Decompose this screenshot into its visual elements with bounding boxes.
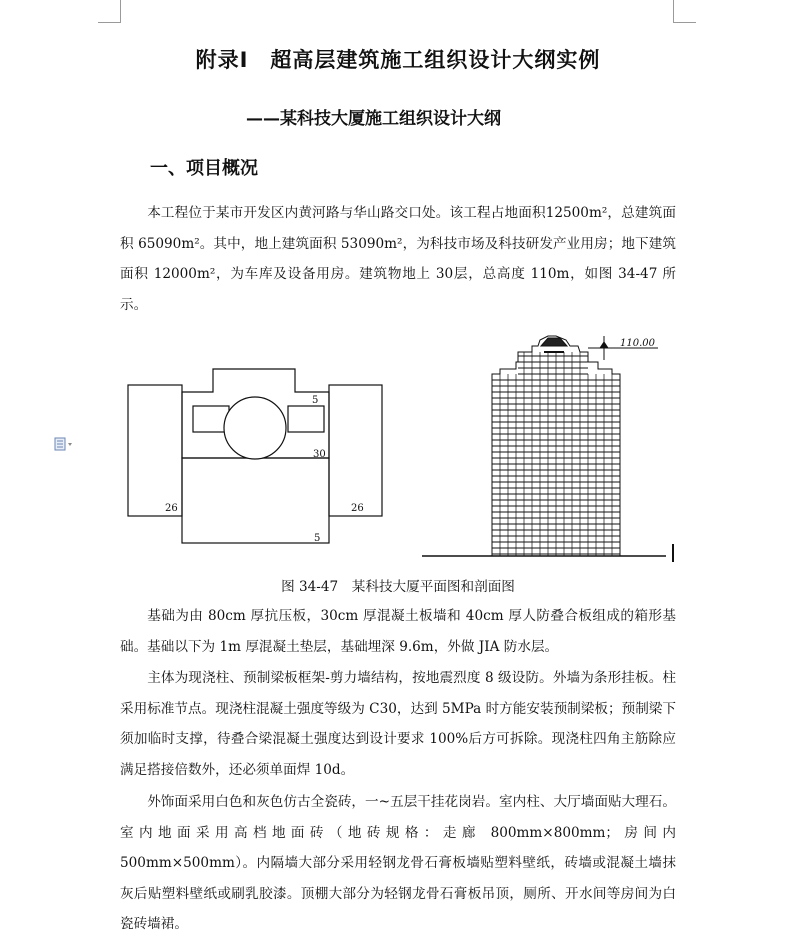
mullions xyxy=(500,352,612,556)
section-heading: 一、项目概况 xyxy=(150,158,258,179)
plan-right-wing xyxy=(329,385,382,516)
plan-label-top-right: 5 xyxy=(312,395,319,406)
plan-label-right-wing: 26 xyxy=(351,503,364,514)
paragraph-structure: 主体为现浇柱、预制梁板框架-剪力墙结构，按地震烈度 8 级设防。外墙为条形挂板。柱采用标准节点。现浇柱混凝土强度等级为 C30，达到 5MPa 时方能安装预制梁板；预制梁下须加临时支撑，待叠合梁混凝土强度达到设计要求 100%后方可拆除。现浇柱四角主筋除应满足搭接倍数外，还必须单面焊 10d。 xyxy=(120,670,676,778)
plan-label-middle: 30 xyxy=(313,449,326,460)
document-title: 附录Ⅰ 超高层建筑施工组织设计大纲实例 xyxy=(195,48,601,72)
text-cursor xyxy=(672,544,674,562)
paragraph-overview: 本工程位于某市开发区内黄河路与华山路交口处。该工程占地面积12500m²，总建筑面积 65090m²。其中，地上建筑面积 53090m²，为科技市场及科技研发产业用房；地下建筑面积 12000m²，为车库及设备用房。建筑物地上 30层，总高度 110m，如图 34-47 所示。 xyxy=(120,205,676,313)
floor-plan xyxy=(128,369,382,543)
paragraph-foundation: 基础为由 80cm 厚抗压板，30cm 厚混凝土板墙和 40cm 厚人防叠合板组成的箱形基础。基础以下为 1m 厚混凝土垫层，基础埋深 9.6m，外做 JIA 防水层。 xyxy=(120,608,676,655)
elevation-label: 110.00 xyxy=(620,338,655,349)
document-icon[interactable] xyxy=(54,436,74,455)
plan-core-circle xyxy=(224,397,286,459)
plan-lower-block xyxy=(182,458,329,543)
plan-label-left-wing: 26 xyxy=(165,503,178,514)
paragraph-finishes: 外饰面采用白色和灰色仿古全瓷砖，一~五层干挂花岗岩。室内柱、大厅墙面贴大理石。室内地面采用高档地面砖（地砖规格：走廊 800mm×800mm；房间内 500mm×500mm）。内隔墙大部分采用轻钢龙骨石膏板墙贴塑料壁纸，砖墙或混凝土墙抹灰后贴塑料壁纸或刷乳胶漆。顶棚大部分为轻钢龙骨石膏板吊顶，厕所、开水间等房间为白瓷砖墙裙。 xyxy=(120,794,676,932)
elevation-arrow xyxy=(600,342,608,348)
plan-inner-right xyxy=(288,406,324,432)
figure-caption: 图 34-47 某科技大厦平面图和剖面图 xyxy=(281,579,515,595)
plan-left-wing xyxy=(128,385,182,516)
document-subtitle: ——某科技大厦施工组织设计大纲 xyxy=(246,109,501,129)
section-view xyxy=(422,336,666,556)
plan-label-bottom: 5 xyxy=(314,533,321,544)
